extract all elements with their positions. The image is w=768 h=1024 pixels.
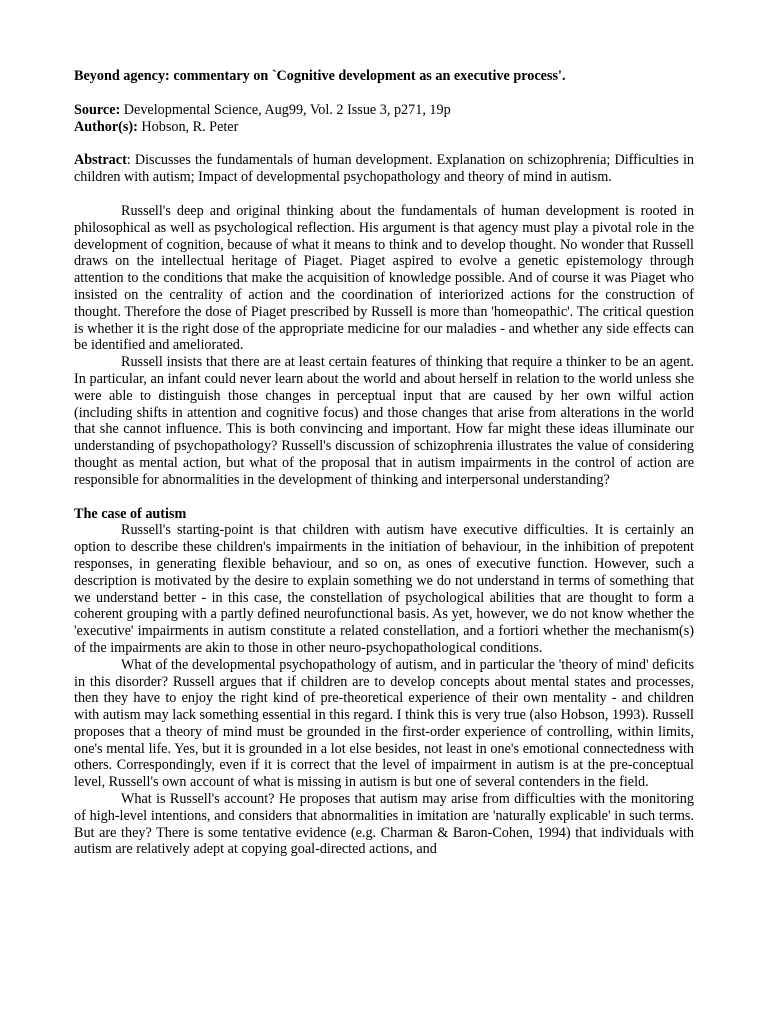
section-heading: The case of autism <box>74 505 187 522</box>
abstract <box>74 152 694 186</box>
source-value: Developmental Science, Aug99, Vol. 2 Issue 3, p271, 19p <box>120 101 451 118</box>
document-page <box>74 68 694 858</box>
source-line <box>74 102 694 119</box>
authors-line <box>74 119 694 136</box>
abstract-text: : Discusses the fundamentals of human development. Explanation on schizophrenia; Difficulties in children with autism; Impact of developmental psychopathology and theory of mind in autism. <box>74 152 694 186</box>
abstract-label: Abstract <box>74 152 127 169</box>
body-paragraph: Russell insists that there are at least certain features of thinking that require a thinker to be an agent. In particular, an infant could never learn about the world and about herself in relation to the world unless she were able to distinguish those changes in perceptual input that are caused by her own wilful action (including shifts in attention and cognitive focus) and those changes that arise from alterations in the world that she cannot influence. This is both convincing and important. How far might these ideas illuminate our understanding of psychopathology? Russell's discussion of schizophrenia illustrates the value of considering thought as mental action, but what of the proposal that in autism impairments in the control of action are responsible for abnormalities in the development of thinking and interpersonal understanding? <box>74 354 694 488</box>
body-paragraph: Russell's deep and original thinking about the fundamentals of human development is rooted in philosophical as well as psychological reflection. His argument is that agency must play a pivotal role in the development of cognition, because of what it means to think and to develop thought. No wonder that Russell draws on the intellectual heritage of Piaget. Piaget aspired to evolve a genetic epistemology through attention to the conditions that make the acquisition of knowledge possible. And of course it was Piaget who insisted on the centrality of action and the coordination of interiorized actions for the construction of thought. Therefore the dose of Piaget prescribed by Russell is more than 'homeopathic'. The critical question is whether it is the right dose of the appropriate medicine for our maladies - and whether any side effects can be identified and ameliorated. <box>74 202 694 354</box>
section-paragraph: What is Russell's account? He proposes that autism may arise from difficulties with the monitoring of high-level intentions, and considers that abnormalities in imitation are 'naturally explicable' in such terms. But are they? There is some tentative evidence (e.g. Charman & Baron-Cohen, 1994) that individuals with autism are relatively adept at copying goal-directed actions, and <box>74 791 694 858</box>
section-paragraph: What of the developmental psychopathology of autism, and in particular the 'theory of mind' deficits in this disorder? Russell argues that if children are to develop concepts about mental states and processes, then they have to enjoy the right kind of pre-theoretical experience of their own mentality - and children with autism may lack something essential in this regard. I think this is very true (also Hobson, 1993). Russell proposes that a theory of mind must be grounded in the first-order experience of controlling, within limits, one's mental life. Yes, but it is grounded in a lot else besides, not least in one's emotional connectedness with others. Correspondingly, even if it is correct that the level of impairment in autism is at the pre-conceptual level, Russell's own account of what is missing in autism is but one of several contenders in the field. <box>74 656 694 791</box>
authors-value: Hobson, R. Peter <box>137 118 239 135</box>
source-label: Source: <box>74 101 121 118</box>
document-title: Beyond agency: commentary on `Cognitive development as an executive process'. <box>74 68 566 84</box>
authors-label: Author(s): <box>74 118 138 135</box>
section-paragraph: Russell's starting-point is that children with autism have executive difficulties. It is certainly an option to describe these children's impairments in the initiation of behaviour, in the inhibition of prepotent responses, in generating flexible behaviour, and so on, as ones of executive function. However, such a description is motivated by the desire to explain something we do not understand in terms of something that we understand better - in this case, the constellation of psychological abilities that are thought to form a coherent grouping with a partly defined neurofunctional basis. As yet, however, we do not know whether the 'executive' impairments in autism constitute a related constellation, and a fortiori whether the mechanism(s) of the impairments are akin to those in other neuro-psychopathological conditions. <box>74 522 694 656</box>
